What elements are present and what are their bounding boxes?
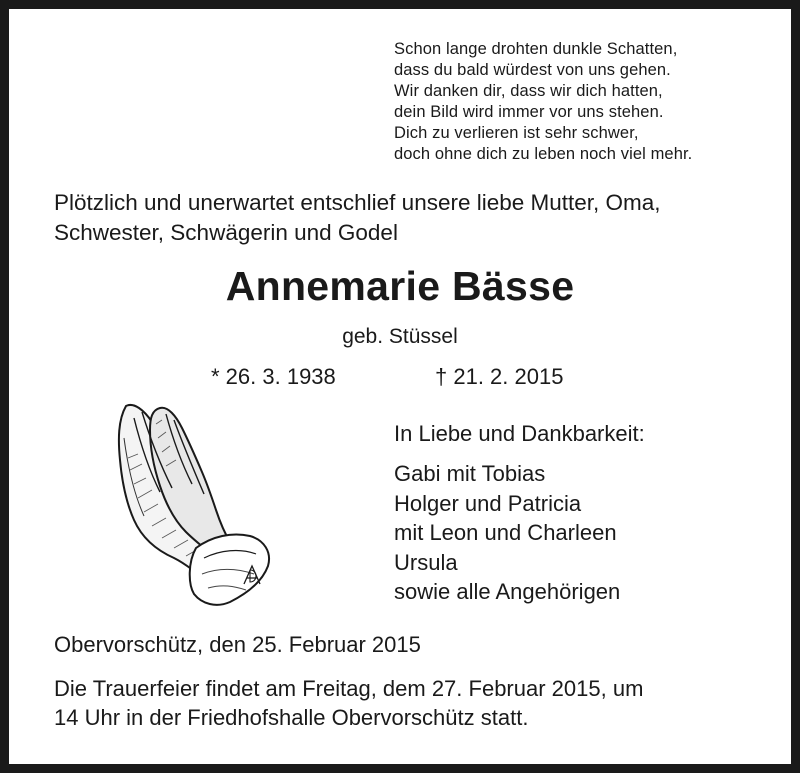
death-date: † 21. 2. 2015 <box>435 364 564 389</box>
announcement-line: Schwester, Schwägerin und Godel <box>54 220 398 245</box>
poem-line: doch ohne dich zu leben noch viel mehr. <box>394 145 693 163</box>
funeral-ceremony-notice <box>54 674 774 732</box>
mourner-name: Ursula <box>394 549 458 575</box>
announcement-line: Plötzlich und unerwartet entschlief unsere liebe Mutter, Oma, <box>54 190 661 215</box>
ceremony-line: 14 Uhr in der Friedhofshalle Obervorschütz statt. <box>54 705 529 730</box>
maiden-name: geb. Stüssel <box>342 325 458 348</box>
mourner-name: Gabi mit Tobias <box>394 461 546 486</box>
deceased-name: Annemarie Bässe <box>225 263 575 309</box>
poem-line: Dich zu verlieren ist sehr schwer, <box>394 124 639 142</box>
mourner-name: mit Leon und Charleen <box>394 520 617 545</box>
birth-date: * 26. 3. 1938 <box>211 364 336 389</box>
ceremony-line: Die Trauerfeier findet am Freitag, dem 27. Februar 2015, um <box>54 676 644 701</box>
praying-hands-icon <box>104 398 274 608</box>
poem-line: dass du bald würdest von uns gehen. <box>394 61 671 79</box>
death-announcement <box>54 188 661 248</box>
poem-line: Wir danken dir, dass wir dich hatten, <box>394 82 663 100</box>
place-and-date: Obervorschütz, den 25. Februar 2015 <box>54 632 421 657</box>
poem-line: Schon lange drohten dunkle Schatten, <box>394 40 678 58</box>
poem-line: dein Bild wird immer vor uns stehen. <box>394 103 664 121</box>
memorial-poem <box>394 39 692 165</box>
mourners-list <box>394 459 620 607</box>
mourner-name: sowie alle Angehörigen <box>394 579 621 604</box>
mourner-name: Holger und Patricia <box>394 490 582 516</box>
mourners-heading: In Liebe und Dankbarkeit: <box>394 421 645 446</box>
